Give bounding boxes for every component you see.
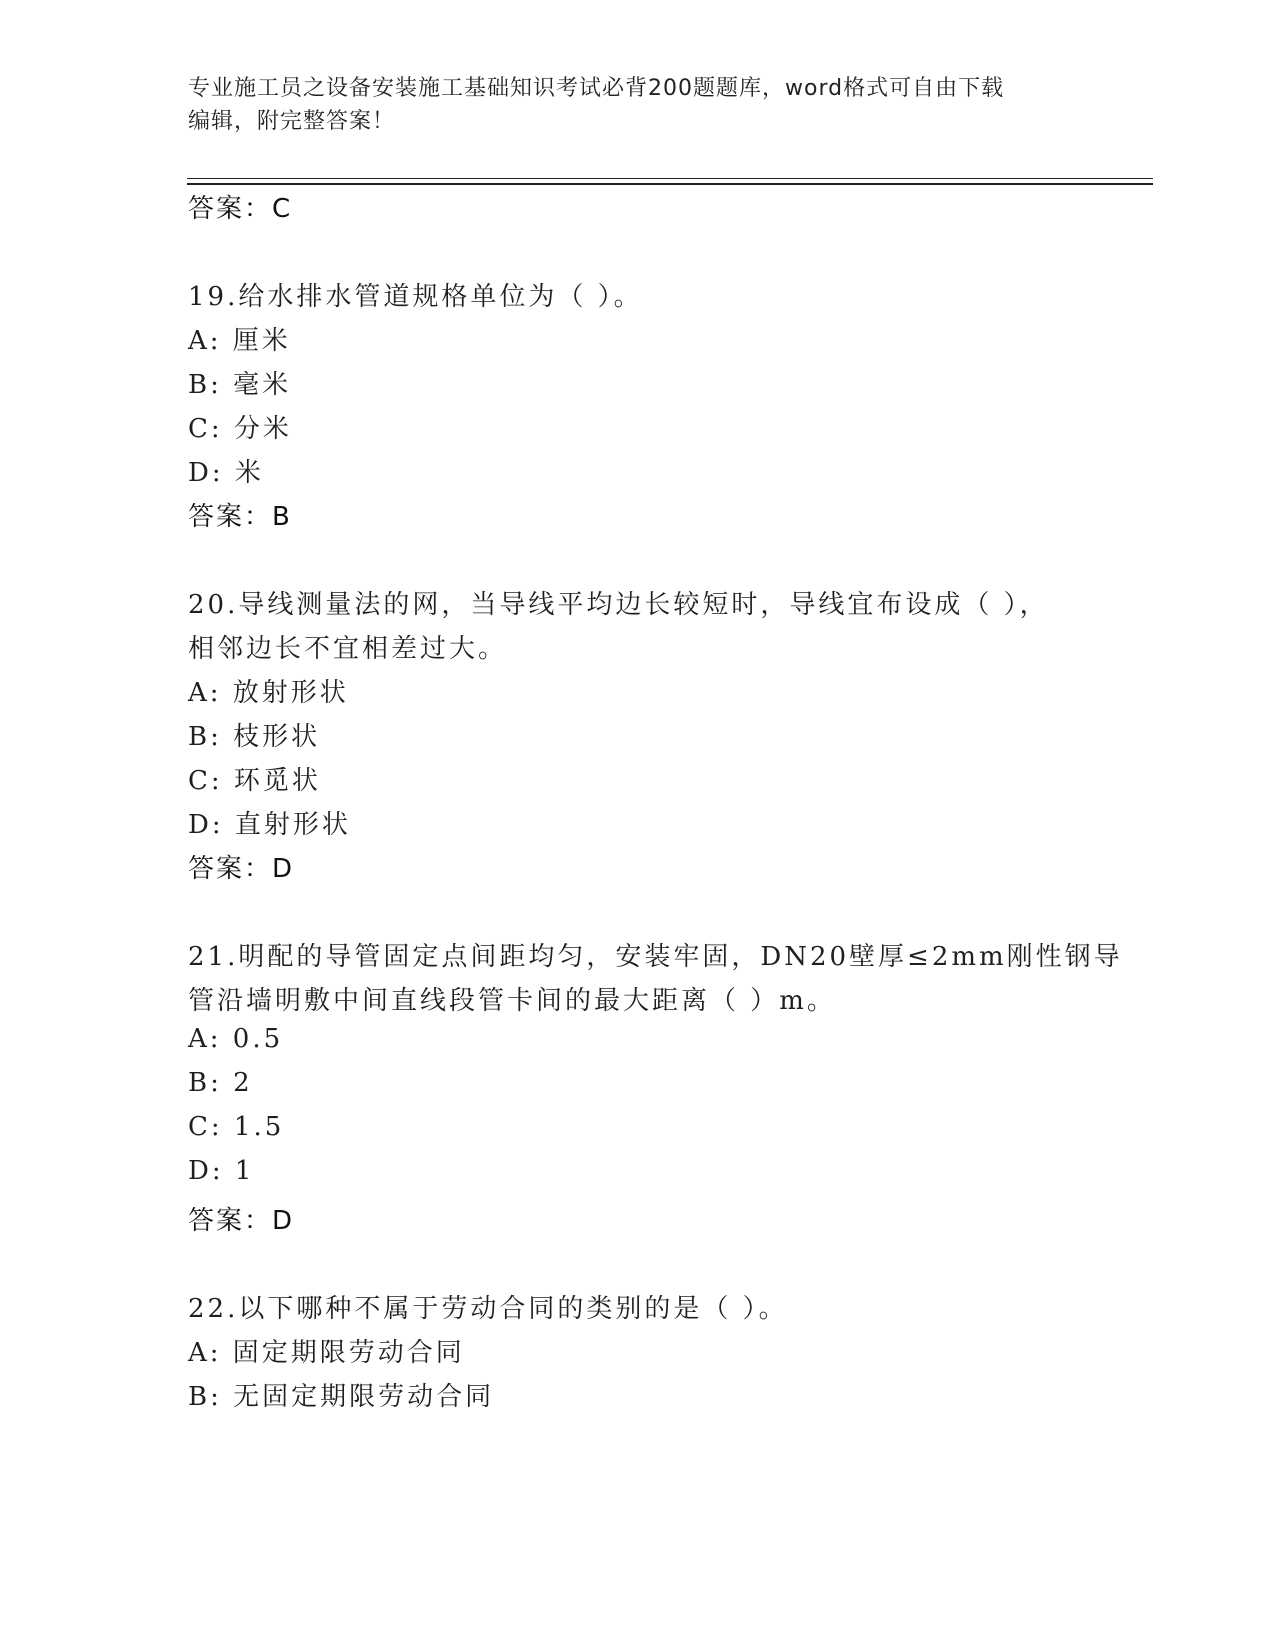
question-21-option-b: B: 2 <box>188 1068 253 1098</box>
question-19-stem: 19.给水排水管道规格单位为（ ）。 <box>188 282 643 312</box>
document-header <box>188 72 1068 138</box>
question-19-option-d: D: 米 <box>188 458 264 488</box>
header-divider-thick <box>187 183 1153 185</box>
question-21-option-c: C: 1.5 <box>188 1112 285 1142</box>
header-title-line-2: 编辑，附完整答案！ <box>188 109 396 134</box>
question-22-option-b: B: 无固定期限劳动合同 <box>188 1382 495 1412</box>
question-22-option-a: A: 固定期限劳动合同 <box>188 1338 465 1368</box>
question-22-stem: 22.以下哪种不属于劳动合同的类别的是（ ）。 <box>188 1294 788 1324</box>
question-20-option-b: B: 枝形状 <box>188 722 321 752</box>
answer-q21: 答案：D <box>188 1206 295 1236</box>
answer-q20: 答案：D <box>188 854 295 884</box>
question-19-option-a: A: 厘米 <box>188 326 291 356</box>
question-21-option-a: A: 0.5 <box>188 1024 284 1054</box>
question-21-option-d: D: 1 <box>188 1156 255 1186</box>
header-divider-thin <box>187 178 1153 179</box>
question-20-stem-line-2: 相邻边长不宜相差过大。 <box>188 634 508 664</box>
question-19-option-c: C: 分米 <box>188 414 292 444</box>
question-19-option-b: B: 毫米 <box>188 370 292 400</box>
answer-q19: 答案：B <box>188 502 292 532</box>
question-20-option-c: C: 环觅状 <box>188 766 321 796</box>
header-title-line-1: 专业施工员之设备安装施工基础知识考试必背200题题库，word格式可自由下载 <box>188 76 1005 101</box>
question-21-stem-line-1: 21.明配的导管固定点间距均匀，安装牢固，DN20壁厚≤2mm刚性钢导 <box>188 942 1123 972</box>
question-20-option-a: A: 放射形状 <box>188 678 349 708</box>
question-21-stem-line-2: 管沿墙明敷中间直线段管卡间的最大距离（ ）m。 <box>188 986 836 1016</box>
question-20-option-d: D: 直射形状 <box>188 810 351 840</box>
answer-q18: 答案：C <box>188 194 293 224</box>
question-20-stem-line-1: 20.导线测量法的网，当导线平均边长较短时，导线宜布设成（ ）， <box>188 590 1049 620</box>
